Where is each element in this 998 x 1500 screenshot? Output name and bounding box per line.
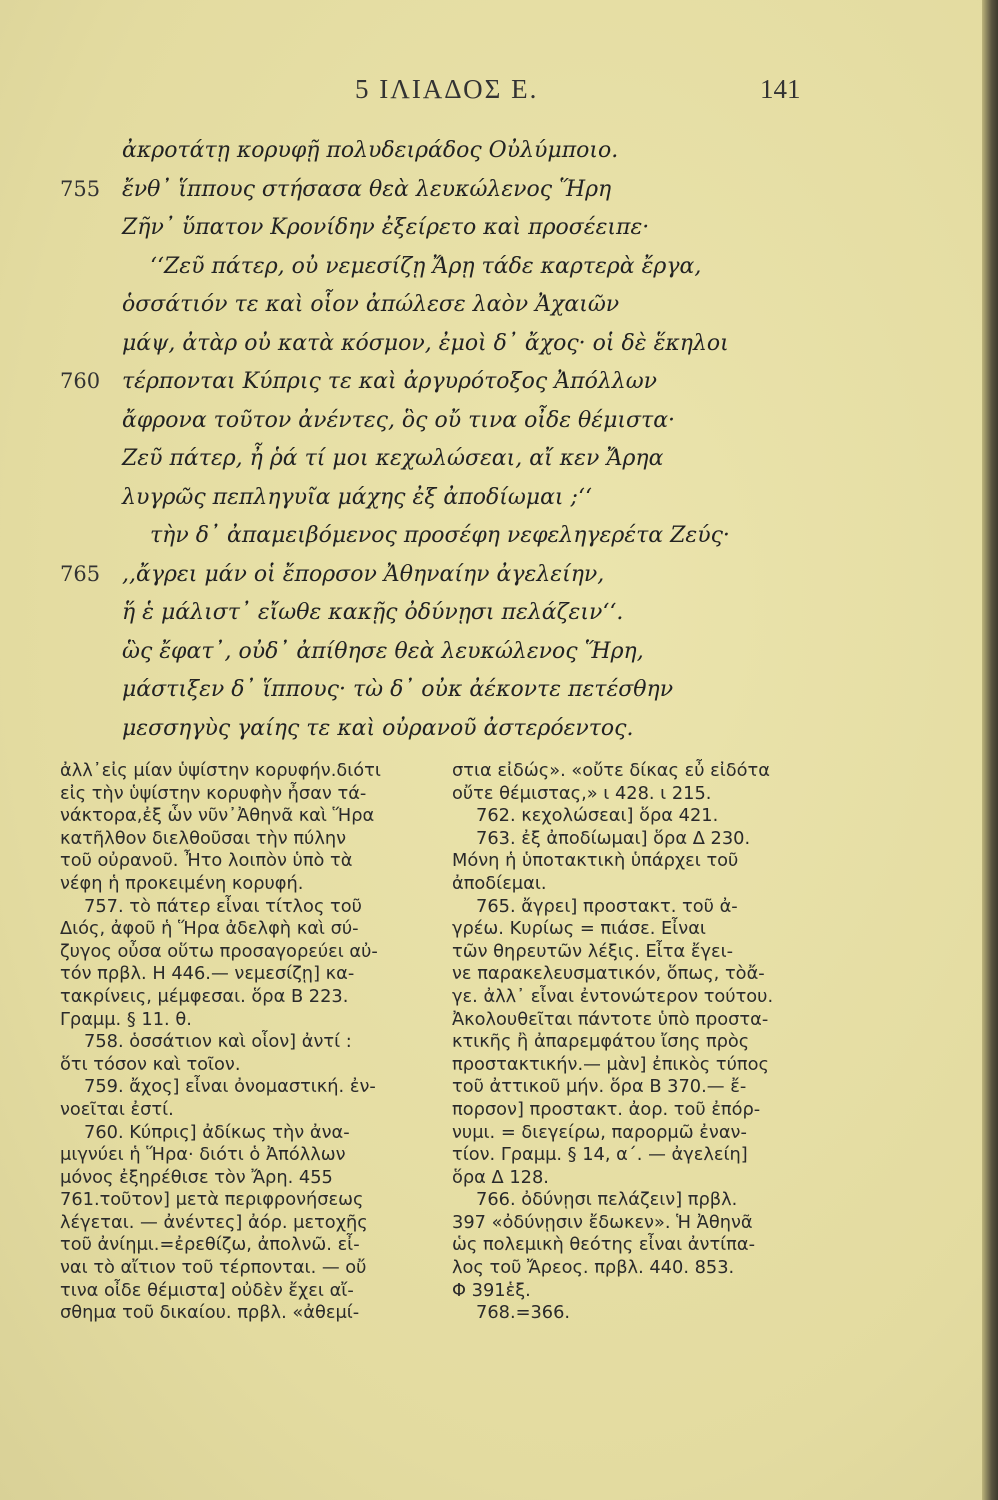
commentary-left-column	[60, 760, 438, 1325]
verse-line	[0, 600, 982, 639]
verse-text: ἀκροτάτῃ κορυφῇ πολυδειράδος Οὐλύμποιο.	[122, 138, 619, 163]
commentary-line: λέγεται. — ἀνέντες] ἀόρ. μετοχῆς	[60, 1211, 368, 1233]
verse-line	[0, 408, 982, 447]
commentary-line: τοῦ ἀνίημι.=ἐρεθίζω, ἀπολνῶ. εἶ-	[60, 1234, 360, 1256]
verse-text: ἥ ἑ μάλιστ᾽ εἴωθε κακῇς ὀδύνῃσι πελάζειν‘‘.	[122, 600, 624, 625]
verse-line	[0, 639, 982, 678]
verse-text: ὣς ἔφατ᾽, οὐδ᾽ ἀπίθησε θεὰ λευκώλενος Ἥρη,	[122, 638, 644, 664]
verse-line	[0, 716, 982, 755]
verse-text: μάστιξεν δ᾽ ἵππους· τὼ δ᾽ οὐκ ἀέκοντε πετέσθην	[122, 677, 674, 702]
page-number: 141	[760, 74, 801, 104]
commentary-line: τακρίνεις, μέμφεσαι. ὅρα Β 223.	[60, 985, 349, 1007]
commentary-line: ὡς πολεμικὴ θεότης εἶναι ἀντίπα-	[452, 1234, 756, 1256]
commentary-line: 758. ὁσσάτιον καὶ οἷον] ἀντί :	[84, 1031, 352, 1053]
commentary-line: πορσον] προστακτ. ἀορ. τοῦ ἐπόρ-	[452, 1098, 761, 1120]
commentary-line: 760. Κύπρις] ἀδίκως τὴν ἀνα-	[84, 1121, 350, 1143]
verse-line	[0, 292, 982, 331]
verse-line	[0, 369, 982, 408]
verse-text: τὴν δ᾽ ἀπαμειβόμενος προσέφη νεφεληγερέτα Ζεύς·	[150, 523, 730, 548]
commentary-line: τίον. Γραμμ. § 14, α΄. — ἀγελείη]	[452, 1144, 748, 1166]
verse-line	[0, 138, 982, 177]
verse-text: τέρπονται Κύπρις τε καὶ ἀργυρότοξος Ἀπόλλων	[122, 369, 658, 394]
commentary-line: 768.=366.	[476, 1302, 571, 1324]
commentary-line: κτικῆς ἢ ἀπαρεμφάτου ἴσης πρὸς	[452, 1031, 750, 1053]
commentary-line: 763. ἐξ ἀποδίωμαι] ὅρα Δ 230.	[476, 827, 751, 849]
verse-line	[0, 562, 982, 601]
commentary-line: ναι τὸ αἴτιον τοῦ τέρπονται. — οὔ	[60, 1257, 367, 1279]
line-number: 765	[60, 561, 101, 586]
verse-line	[0, 523, 982, 562]
commentary-line: τοῦ ἀττικοῦ μήν. ὅρα Β 370.— ἔ-	[452, 1076, 747, 1098]
verse-line	[0, 485, 982, 524]
verse-text: μεσσηγὺς γαίης τε καὶ οὐρανοῦ ἀστερόεντος.	[122, 715, 634, 741]
commentary-line: τῶν θηρευτῶν λέξις. Εἶτα ἔγει-	[452, 940, 734, 962]
line-number: 755	[60, 176, 101, 201]
commentary-line: τοῦ οὐρανοῦ. Ἦτο λοιπὸν ὑπὸ τὰ	[60, 850, 353, 872]
commentary-line: τινα οἶδε θέμιστα] οὐδὲν ἔχει αἴ-	[60, 1279, 354, 1301]
commentary-line: ὅρα Δ 128.	[452, 1166, 549, 1188]
commentary-line: μιγνύει ἡ Ἥρα· διότι ὁ Ἀπόλλων	[60, 1144, 346, 1166]
verse-line	[0, 215, 982, 254]
commentary-line: Ἀκολουθεῖται πάντοτε ὑπὸ προστα-	[452, 1008, 769, 1030]
commentary-line: εἰς τὴν ὑψίστην κορυφὴν ἦσαν τά-	[60, 782, 367, 804]
verse-line	[0, 677, 982, 716]
page-header	[0, 74, 982, 114]
commentary-line: ἀποδίεμαι.	[452, 872, 547, 894]
commentary-line: 762. κεχολώσεαι] ὅρα 421.	[476, 805, 719, 827]
commentary-line: κατῆλθον διελθοῦσαι τὴν πύλην	[60, 827, 347, 849]
commentary-line: 757. τὸ πάτερ εἶναι τίτλος τοῦ	[84, 895, 362, 917]
commentary-line: ζυγος οὖσα οὕτω προσαγορεύει αὐ-	[60, 940, 378, 962]
commentary-line: οὔτε θέμιστας,» ι 428. ι 215.	[452, 782, 712, 804]
commentary-line: 766. ὀδύνῃσι πελάζειν] πρβλ.	[476, 1189, 738, 1211]
commentary-line: νέφη ἡ προκειμένη κορυφή.	[60, 872, 304, 894]
commentary-line: νοεῖται ἐστί.	[60, 1098, 174, 1120]
commentary-line: τόν πρβλ. Η 446.— νεμεσίζῃ] κα-	[60, 963, 355, 985]
commentary-line: προστακτικήν.— μὰν] ἐπικὸς τύπος	[452, 1053, 769, 1075]
commentary-line: γε. ἀλλ᾽ εἶναι ἐντονώτερον τούτου.	[452, 985, 774, 1007]
verse-text: Ζῆν᾽ ὕπατον Κρονίδην ἐξείρετο καὶ προσέειπε·	[122, 215, 650, 240]
verse-block	[0, 138, 982, 754]
commentary-line: 759. ἄχος] εἶναι ὀνομαστική. ἐν-	[84, 1076, 376, 1098]
commentary-line: Φ 391ἑξ.	[452, 1279, 531, 1301]
commentary-line: Γραμμ. § 11. θ.	[60, 1008, 192, 1030]
verse-line	[0, 446, 982, 485]
commentary-line: νυμι. = διεγείρω, παρορμῶ ἐναν-	[452, 1121, 747, 1143]
commentary-right-column	[452, 760, 810, 1325]
commentary-line: 765. ἄγρει] προστακτ. τοῦ ἀ-	[476, 895, 738, 917]
verse-text: ἄφρονα τοῦτον ἀνέντες, ὃς οὔ τινα οἶδε θέμιστα·	[122, 407, 676, 433]
verse-text: ὁσσάτιόν τε καὶ οἷον ἀπώλεσε λαὸν Ἀχαιῶν	[122, 292, 620, 317]
commentary-line: μόνος ἐξηρέθισε τὸν Ἄρη. 455	[60, 1166, 333, 1188]
commentary-line: γρέω. Κυρίως = πιάσε. Εἶναι	[452, 918, 706, 940]
verse-line	[0, 331, 982, 370]
page-edge	[982, 0, 998, 1500]
commentary-line: νε παρακελευσματικόν, ὅπως, τὸἄ-	[452, 963, 765, 985]
verse-text: ,,ἄγρει μάν οἱ ἔπορσον Ἀθηναίην ἀγελείην,	[122, 561, 605, 587]
verse-text: ‘‘Ζεῦ πάτερ, οὐ νεμεσίζῃ Ἄρῃ τάδε καρτερὰ ἔργα,	[150, 253, 702, 279]
verse-text: Ζεῦ πάτερ, ἦ ῥά τί μοι κεχωλώσεαι, αἴ κεν Ἄρηα	[122, 446, 664, 471]
line-number: 760	[60, 369, 101, 393]
verse-line	[0, 254, 982, 293]
verse-text: μάψ, ἀτὰρ οὐ κατὰ κόσμον, ἐμοὶ δ᾽ ἄχος· οἱ δὲ ἕκηλοι	[122, 330, 729, 356]
commentary-line: λος τοῦ Ἄρεος. πρβλ. 440. 853.	[452, 1257, 735, 1279]
commentary-line: Μόνη ἡ ὑποτακτικὴ ὑπάρχει τοῦ	[452, 850, 739, 872]
verse-text: λυγρῶς πεπληγυῖα μάχης ἐξ ἀποδίωμαι ;‘‘	[122, 484, 592, 510]
commentary-line: 761.τοῦτον] μετὰ περιφρονήσεως	[60, 1189, 364, 1211]
commentary-line: σθημα τοῦ δικαίου. πρβλ. «ἀθεμί-	[60, 1302, 360, 1324]
verse-text: ἔνθ᾽ ἵππους στήσασα θεὰ λευκώλενος Ἥρη	[122, 176, 612, 202]
commentary-line: ἀλλ᾽εἰς μίαν ὑψίστην κορυφήν.διότι	[60, 760, 381, 781]
commentary-line: Διός, ἀφοῦ ἡ Ἥρα ἀδελφὴ καὶ σύ-	[60, 918, 359, 940]
verse-line	[0, 177, 982, 216]
commentary-line: ὅτι τόσον καὶ τοῖον.	[60, 1053, 241, 1075]
commentary-line: 397 «ὀδύνῃσιν ἔδωκεν». Ἡ Ἀθηνᾶ	[452, 1211, 753, 1233]
commentary-line: νάκτορα,ἐξ ὧν νῦν᾽Ἀθηνᾶ καὶ Ἥρα	[60, 805, 375, 827]
running-title: 5 ΙΛΙΑΔΟΣ Ε.	[355, 74, 539, 104]
commentary-line: στια εἰδώς». «οὔτε δίκας εὖ εἰδότα	[452, 760, 770, 781]
